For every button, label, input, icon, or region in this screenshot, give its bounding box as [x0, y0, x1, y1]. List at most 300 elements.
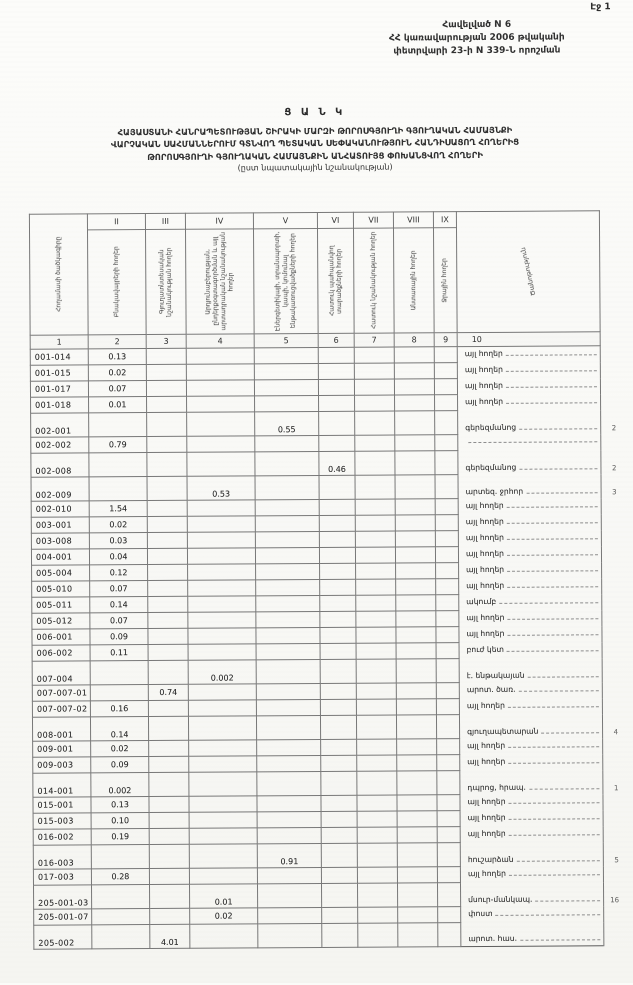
area-value-col4 [187, 548, 255, 564]
column-index: 2 [88, 335, 146, 349]
area-value-col6 [320, 683, 356, 699]
area-value-col2: 0.02 [91, 741, 149, 757]
land-use-line [465, 422, 597, 434]
land-use-line [466, 612, 598, 624]
area-value-col2 [90, 685, 148, 701]
page-number: Էջ 1 [590, 2, 610, 12]
area-value-col9 [436, 715, 459, 739]
column-label: Հատուկ պահպանվող տարածքների հողեր [328, 231, 344, 331]
area-value-col9 [436, 579, 459, 595]
column-label: Գյուղատնտեսական նշանակության հողեր [158, 232, 174, 332]
area-value-col7 [355, 435, 395, 451]
area-value-col5 [256, 627, 320, 643]
area-value-col6 [321, 811, 357, 827]
column-header-wrap [318, 213, 354, 333]
area-value-col7 [357, 811, 397, 827]
plot-code: 003-001 [31, 517, 89, 533]
land-use-label: այլ հողեր [465, 381, 503, 392]
area-value-col2: 0.09 [90, 629, 148, 645]
land-use-line [466, 580, 598, 592]
area-value-col2: 0.14 [90, 597, 148, 613]
column-label-box [146, 230, 186, 334]
land-use-label: գերեզմանոց [465, 462, 516, 473]
area-value-col9 [435, 451, 458, 475]
area-value-col6 [320, 643, 356, 659]
land-use-cell [459, 626, 602, 643]
column-roman-numeral: VIII [394, 212, 433, 228]
subtitle-line: ՎԱՐՉԱԿԱՆ ՍԱՀՄԱՆՆԵՐՈՒՄ ԳՏՆՎՈՂ ՊԵՏԱԿԱՆ ՍԵՓԱԿԱՆՈՒԹՅՈՒՆ ՀԱՆԴԻՍԱՑՈՂ ՀՈՂԵՐԻՑ [0, 135, 632, 151]
land-use-label: այլ հողեր [466, 533, 504, 544]
area-value-col7 [355, 531, 395, 547]
area-value-col3 [148, 660, 188, 684]
dashed-line [508, 743, 599, 748]
area-value-col6 [321, 771, 357, 795]
area-value-col6 [321, 795, 357, 811]
area-value-col8 [395, 411, 435, 435]
land-use-label: ակումբ [466, 597, 496, 608]
area-value-col4 [187, 516, 255, 532]
land-use-label: այլ հողեր [465, 349, 503, 360]
area-value-col5 [256, 699, 320, 715]
column-header-wrap [30, 214, 88, 334]
area-value-col4 [188, 644, 256, 660]
area-value-col7 [357, 771, 397, 795]
land-use-cell [459, 714, 602, 739]
area-value-col7 [356, 579, 396, 595]
land-use-cell [460, 842, 603, 867]
annex-line: Հավելված N 6 [347, 18, 607, 33]
land-use-label: դպրոց, հրապ. [467, 782, 526, 793]
area-value-col5: 0.55 [255, 411, 319, 435]
land-use-label: բուժ կետ [467, 645, 504, 656]
column-index: 7 [354, 333, 394, 347]
area-value-col8 [398, 907, 438, 923]
area-value-col8 [396, 611, 436, 627]
area-value-col5 [254, 379, 318, 395]
area-value-col2 [89, 453, 147, 477]
area-value-col7 [355, 395, 395, 411]
column-roman-numeral: V [254, 213, 317, 229]
area-value-col3 [147, 452, 187, 476]
column-roman-numeral: VII [354, 213, 393, 229]
area-value-col4 [186, 380, 254, 396]
area-value-col2 [91, 845, 149, 869]
area-value-col6 [319, 547, 355, 563]
plot-code: 205-001-03 [34, 885, 92, 909]
area-value-col3 [149, 756, 189, 772]
area-value-col9 [435, 531, 458, 547]
area-value-col8 [396, 563, 436, 579]
land-use-line [466, 532, 598, 544]
area-value-col5 [255, 499, 319, 515]
area-value-col5 [255, 451, 319, 475]
area-value-col9 [436, 563, 459, 579]
margin-note: 16 [610, 896, 619, 904]
area-value-col2: 0.13 [88, 349, 146, 365]
area-value-col4 [189, 756, 257, 772]
area-value-col6 [321, 867, 357, 883]
area-value-col9 [435, 475, 458, 499]
area-value-col2 [91, 885, 149, 909]
area-value-col2: 1.54 [89, 501, 147, 517]
area-value-col8 [396, 595, 436, 611]
land-use-label: փոստ [468, 909, 492, 920]
area-value-col3 [148, 596, 188, 612]
area-value-col8 [396, 627, 436, 643]
area-value-col9 [436, 699, 459, 715]
area-value-col4 [189, 812, 257, 828]
land-use-cell [460, 882, 603, 907]
land-use-label: այլ հողեր [468, 829, 506, 840]
plot-code: 007-004 [32, 661, 90, 685]
area-value-col3 [146, 364, 186, 380]
dashed-line [506, 399, 597, 404]
dashed-line [509, 831, 600, 836]
plot-code: 016-003 [33, 845, 91, 869]
column-label-box [254, 229, 318, 333]
land-use-cell [459, 610, 602, 627]
area-value-col2 [89, 477, 147, 501]
column-label: Էներգետիկայի, տրանսպորտի, կապի, կոմունալ ենթակառուցվածքների հողեր [274, 231, 298, 331]
land-use-cell [457, 378, 600, 395]
column-index: 8 [394, 333, 434, 347]
area-value-col6 [319, 531, 355, 547]
area-value-col8 [395, 395, 435, 411]
area-value-col3 [148, 580, 188, 596]
area-value-col6 [320, 595, 356, 611]
land-use-label: այլ հողեր [467, 741, 505, 752]
land-use-line [466, 516, 598, 528]
area-value-col5 [255, 435, 319, 451]
area-value-col3 [147, 396, 187, 412]
area-value-col8 [395, 435, 435, 451]
dashed-line [507, 647, 599, 652]
column-header-2 [87, 214, 146, 335]
area-value-col8 [397, 867, 437, 883]
area-value-col9 [437, 811, 460, 827]
land-use-line [467, 740, 599, 752]
table-row [31, 450, 601, 477]
column-header-1 [29, 214, 88, 335]
dashed-line [529, 785, 599, 789]
area-value-col3 [147, 516, 187, 532]
plot-code: 008-001 [32, 717, 90, 741]
plot-code: 006-002 [32, 645, 90, 661]
area-value-col3 [147, 500, 187, 516]
area-value-col6 [318, 347, 354, 363]
column-header-wrap [88, 214, 146, 334]
area-value-col9 [437, 883, 460, 907]
dashed-line [507, 535, 598, 540]
land-use-cell [458, 434, 601, 451]
area-value-col8 [397, 795, 437, 811]
dashed-line [509, 871, 600, 876]
land-use-cell [459, 642, 602, 659]
area-value-col6 [321, 843, 357, 867]
area-value-col6 [320, 579, 356, 595]
area-value-col7 [358, 907, 398, 923]
area-value-col7 [354, 363, 394, 379]
column-roman-numeral: VI [318, 213, 353, 229]
plot-code: 001-015 [30, 365, 88, 381]
area-value-col7 [356, 715, 396, 739]
area-value-col5 [255, 515, 319, 531]
column-header-6 [317, 212, 354, 333]
area-value-col3 [147, 436, 187, 452]
area-value-col6 [319, 411, 355, 435]
column-label: Հողամասի ծածկագիրը [55, 237, 63, 312]
area-value-col5 [257, 795, 321, 811]
area-value-col9 [435, 499, 458, 515]
column-label: Ջրային հողեր [441, 258, 449, 302]
plot-code: 009-001 [33, 741, 91, 757]
column-label-box [394, 228, 434, 332]
area-value-col2: 0.002 [91, 773, 149, 797]
land-use-cell [458, 530, 601, 547]
land-use-label: այլ հողեր [465, 365, 503, 376]
area-value-col7 [357, 739, 397, 755]
land-use-line [466, 564, 598, 576]
area-value-col8 [396, 579, 436, 595]
dashed-line [535, 897, 600, 901]
area-value-col2: 0.09 [91, 757, 149, 773]
land-use-line [468, 933, 600, 945]
area-value-col2: 0.12 [90, 565, 148, 581]
annex-line: փետրվարի 23-ի N 339-Ն որոշման [347, 44, 607, 59]
area-value-col2 [89, 413, 147, 437]
area-value-col4 [188, 564, 256, 580]
column-label: Արդյունաբերության, ընդերքօգտագործման և այլ արտադրական նշանակության հողեր [204, 231, 236, 331]
area-value-col5 [257, 739, 321, 755]
area-value-col2 [92, 925, 150, 949]
land-use-label: արոտ. ծառ. [467, 685, 516, 696]
plot-code: 007-007-02 [32, 701, 90, 717]
land-use-line [465, 462, 597, 474]
area-value-col6 [321, 755, 357, 771]
area-value-col9 [435, 395, 458, 411]
dashed-line [507, 551, 598, 556]
land-use-line [468, 828, 600, 840]
dashed-line [526, 489, 597, 493]
area-value-col4: 0.002 [188, 660, 256, 684]
column-label: Բնակավայրերի հողեր [113, 247, 121, 318]
area-value-col5 [256, 595, 320, 611]
area-value-col3 [146, 380, 186, 396]
land-use-cell [458, 498, 601, 515]
land-use-line [467, 684, 599, 696]
area-value-col4 [190, 924, 258, 948]
area-value-col4 [186, 348, 254, 364]
column-header-4 [185, 213, 254, 334]
land-use-line [467, 644, 599, 656]
area-value-col3 [148, 564, 188, 580]
area-value-col4 [189, 828, 257, 844]
area-value-col9 [436, 683, 459, 699]
area-value-col5 [257, 827, 321, 843]
area-value-col3 [149, 844, 189, 868]
area-value-col7 [355, 411, 395, 435]
area-value-col4 [187, 436, 255, 452]
land-use-line [465, 396, 597, 408]
plot-code: 005-010 [32, 581, 90, 597]
area-value-col9 [437, 827, 460, 843]
dashed-line [507, 615, 598, 620]
area-value-col8 [396, 659, 436, 683]
area-value-col4: 0.02 [190, 908, 258, 924]
area-value-col7 [356, 595, 396, 611]
land-use-line [467, 796, 599, 808]
land-use-line [467, 726, 599, 738]
dashed-line [509, 799, 600, 804]
area-value-col5 [256, 611, 320, 627]
land-use-label: այլ հողեր [468, 869, 506, 880]
area-value-col8 [397, 811, 437, 827]
area-value-col2: 0.03 [89, 533, 147, 549]
dashed-line [528, 673, 599, 677]
area-value-col5 [257, 811, 321, 827]
land-use-line [466, 486, 598, 498]
area-value-col9 [438, 907, 461, 923]
area-value-col5 [254, 363, 318, 379]
column-index: 6 [318, 333, 354, 347]
area-value-col9 [437, 755, 460, 771]
area-value-col3 [149, 796, 189, 812]
land-use-cell [459, 698, 602, 715]
area-value-col2: 0.01 [89, 397, 147, 413]
area-value-col9 [437, 739, 460, 755]
area-value-col3 [149, 828, 189, 844]
land-use-label: արոտ. հաս. [468, 934, 517, 945]
area-value-col6 [321, 827, 357, 843]
area-value-col7 [357, 867, 397, 883]
area-value-col8 [395, 515, 435, 531]
column-header-5 [253, 212, 318, 333]
area-value-col4 [186, 364, 254, 380]
column-header-wrap [434, 212, 457, 332]
dashed-line [468, 438, 597, 443]
area-value-col8 [394, 363, 434, 379]
area-value-col8 [394, 347, 434, 363]
plot-code: 015-001 [33, 797, 91, 813]
land-use-line [467, 782, 599, 794]
area-value-col5 [257, 883, 321, 907]
area-value-col4 [188, 700, 256, 716]
column-header-wrap [186, 213, 254, 333]
area-value-col5 [256, 659, 320, 683]
land-use-label: այլ հողեր [468, 813, 506, 824]
area-value-col3 [147, 548, 187, 564]
area-value-col9 [434, 379, 457, 395]
land-use-line [467, 670, 599, 682]
area-value-col5 [256, 563, 320, 579]
column-label: Ծանոթություն [519, 247, 538, 297]
land-use-cell [461, 906, 604, 923]
column-label: Հատուկ նշանակության հողեր [370, 232, 378, 329]
land-use-label: գերեզմանոց [465, 422, 516, 433]
column-label: Անտառային հողեր [410, 250, 418, 310]
area-value-col4 [187, 452, 255, 476]
area-value-col7 [356, 563, 396, 579]
area-value-col7 [358, 923, 398, 947]
area-value-col7 [355, 515, 395, 531]
area-value-col4 [189, 844, 257, 868]
area-value-col5 [257, 867, 321, 883]
area-value-col2: 0.02 [89, 517, 147, 533]
dashed-line [507, 567, 598, 572]
column-label-box [457, 211, 600, 332]
area-value-col7 [355, 475, 395, 499]
land-use-line [465, 364, 597, 376]
area-value-col3: 0.74 [148, 684, 188, 700]
area-value-col2: 0.07 [88, 381, 146, 397]
dashed-line [519, 465, 597, 469]
column-label-box [434, 228, 457, 332]
area-value-col2: 0.07 [90, 613, 148, 629]
plot-code: 009-003 [33, 757, 91, 773]
land-use-line [467, 756, 599, 768]
area-value-col4 [188, 596, 256, 612]
area-value-col8 [397, 771, 437, 795]
land-use-line [468, 812, 600, 824]
dashed-line [520, 936, 600, 940]
area-value-col4 [189, 740, 257, 756]
area-value-col9 [435, 515, 458, 531]
area-value-col7 [356, 699, 396, 715]
area-value-col7 [356, 627, 396, 643]
area-value-col4: 0.53 [187, 476, 255, 500]
dashed-line [506, 367, 597, 372]
plot-code: 001-017 [30, 381, 88, 397]
area-value-col3 [149, 884, 189, 908]
column-header-10 [456, 211, 600, 333]
area-value-col2: 0.16 [90, 701, 148, 717]
margin-note: 2 [612, 464, 617, 472]
area-value-col9 [436, 659, 459, 683]
land-use-line [465, 349, 597, 361]
area-value-col6 [320, 715, 356, 739]
plot-code: 205-001-07 [34, 909, 92, 925]
dashed-line [507, 583, 598, 588]
area-value-col8 [396, 643, 436, 659]
area-value-col5 [258, 907, 322, 923]
subtitle-line: ԹՈՐՈՍԳՅՈՒՂԻ ԳՅՈՒՂԱԿԱՆ ՀԱՄԱՅՆՔԻՆ ԱՆՀԱՏՈՒՅՑ ՓՈԽԱՆՑՎՈՂ ՀՈՂԵՐԻ [0, 148, 632, 164]
land-use-cell [461, 922, 604, 947]
land-use-label: այլ հողեր [466, 629, 504, 640]
land-use-cell [460, 770, 603, 795]
dashed-line [507, 503, 598, 508]
area-value-col7 [356, 643, 396, 659]
land-use-label: այլ հողեր [466, 565, 504, 576]
land-use-cell [458, 410, 601, 435]
area-value-col5 [256, 579, 320, 595]
land-use-cell [458, 514, 601, 531]
area-value-col2: 0.79 [89, 437, 147, 453]
plot-code: 006-001 [32, 629, 90, 645]
margin-note: 1 [614, 784, 619, 792]
land-use-cell [458, 450, 601, 475]
column-label-box [318, 229, 354, 333]
area-value-col7 [354, 347, 394, 363]
land-use-label: այլ հողեր [466, 501, 504, 512]
land-use-label: այլ հողեր [467, 797, 505, 808]
area-value-col4 [188, 716, 256, 740]
land-use-cell [459, 594, 602, 611]
area-value-col4 [188, 684, 256, 700]
area-value-col5 [255, 395, 319, 411]
land-use-line [466, 500, 598, 512]
land-use-label: է. ենթակայան [467, 670, 525, 681]
plot-code: 007-007-01 [32, 685, 90, 701]
